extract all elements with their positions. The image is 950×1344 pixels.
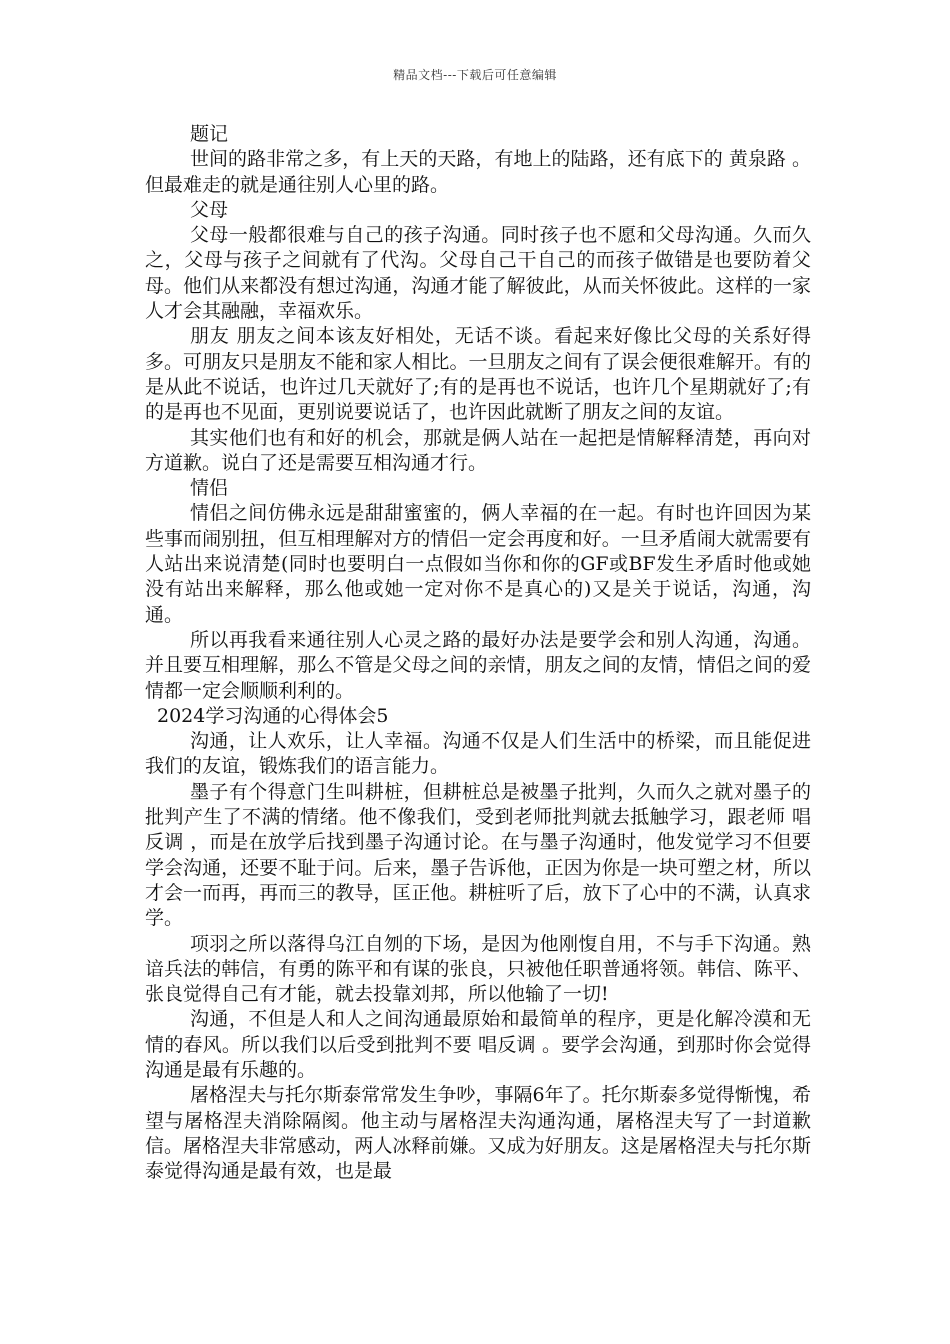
paragraph: 沟通，不但是人和人之间沟通最原始和最简单的程序，更是化解冷漠和无情的春风。所以我们以后受到批判不要 唱反调 。要学会沟通，到那时你会觉得沟通是最有乐趣的。	[145, 1008, 811, 1081]
heading-tiji: 题记	[190, 123, 229, 145]
paragraph: 项羽之所以落得乌江自刎的下场，是因为他刚愎自用，不与手下沟通。熟谙兵法的韩信，有勇的陈平和有谋的张良，只被他任职普通将领。韩信、陈平、张良觉得自己有才能，就去投靠刘邦，所以他输了一切!	[145, 932, 811, 1006]
paragraph: 朋友 朋友之间本该友好相处，无话不谈。看起来好像比父母的关系好得多。可朋友只是朋友不能和家人相比。一旦朋友之间有了误会便很难解开。有的是从此不说话，也许过几天就好了;有的是再也不说话，也许几个星期就好了;有的是再也不见面，更别说要说话了，也许因此就断了朋友之间的友谊。	[145, 325, 811, 424]
heading-parents: 父母	[190, 198, 229, 221]
heading-couples: 情侣	[190, 477, 229, 500]
section-title: 2024学习沟通的心得体会5	[157, 704, 389, 727]
paragraph: 墨子有个得意门生叫耕桩，但耕桩总是被墨子批判，久而久之就对墨子的批判产生了不满的情绪。他不像我们，受到老师批判就去抵触学习，跟老师 唱反调 ，而是在放学后找到墨子沟通讨论。在与墨子沟通时，他发觉学习不但要学会沟通，还要不耻于问。后来，墨子告诉他，正因为你是一块可塑之材，所以才会一而再，再而三的教导，匡正他。耕桩听了后，放下了心中的不满，认真求学。	[145, 780, 811, 930]
document-body	[145, 122, 811, 1184]
paragraph: 世间的路非常之多，有上天的天路，有地上的陆路，还有底下的 黄泉路 。但最难走的就是通往别人心里的路。	[145, 148, 811, 196]
paragraph: 所以再我看来通往别人心灵之路的最好办法是要学会和别人沟通，沟通。并且要互相理解，那么不管是父母之间的亲情，朋友之间的友情，情侣之间的爱情都一定会顺顺利利的。	[145, 628, 811, 702]
paragraph: 父母一般都很难与自己的孩子沟通。同时孩子也不愿和父母沟通。久而久之，父母与孩子之间就有了代沟。父母自己干自己的而孩子做错是也要防着父母。他们从来都没有想过沟通，沟通才能了解彼此，从而关怀彼此。这样的一家人才会其融融，幸福欢乐。	[145, 224, 811, 323]
page-header: 精品文档---下载后可任意编辑	[393, 68, 557, 82]
paragraph: 沟通，让人欢乐，让人幸福。沟通不仅是人们生活中的桥梁，而且能促进我们的友谊，锻炼我们的语言能力。	[145, 730, 811, 778]
paragraph: 情侣之间仿佛永远是甜甜蜜蜜的，俩人幸福的在一起。有时也许回因为某些事而闹别扭，但互相理解对方的情侣一定会再度和好。一旦矛盾闹大就需要有人站出来说清楚(同时也要明白一点假如当你和你的GF或BF发生矛盾时他或她没有站出来解释，那么他或她一定对你不是真心的)又是关于说话，沟通，沟通。	[145, 502, 811, 626]
paragraph: 其实他们也有和好的机会，那就是俩人站在一起把是情解释清楚，再向对方道歉。说白了还是需要互相沟通才行。	[145, 426, 811, 474]
paragraph: 屠格涅夫与托尔斯泰常常发生争吵，事隔6年了。托尔斯泰多觉得惭愧，希望与屠格涅夫消除隔阂。他主动与屠格涅夫沟通沟通，屠格涅夫写了一封道歉信。屠格涅夫非常感动，两人冰释前嫌。又成为好朋友。这是屠格涅夫与托尔斯泰觉得沟通是最有效，也是最	[145, 1084, 811, 1183]
